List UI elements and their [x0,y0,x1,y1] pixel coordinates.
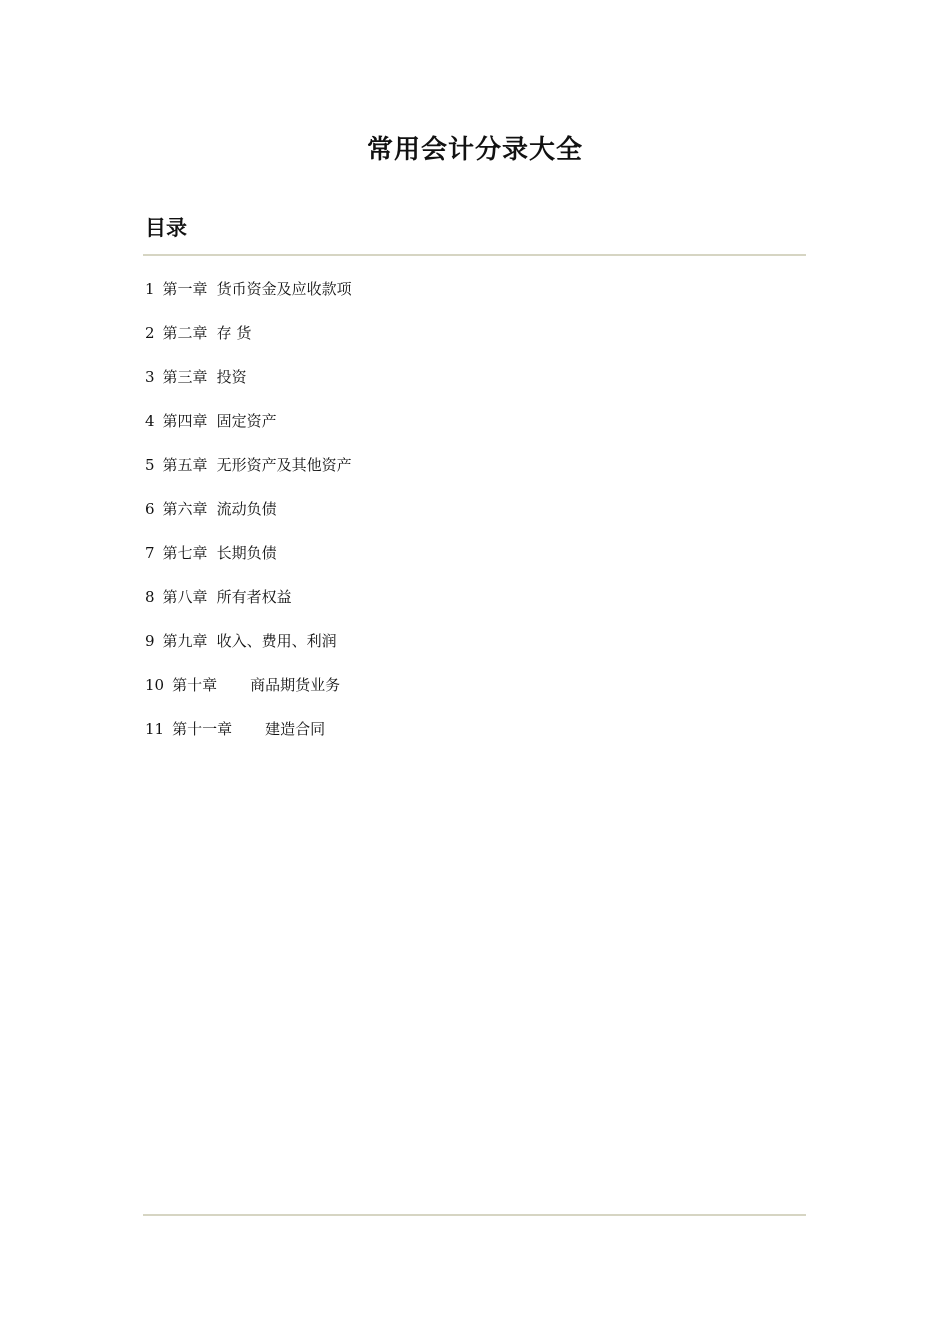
toc-item-number: 10 [145,676,165,694]
toc-item-title: 收入、费用、利润 [216,632,337,650]
toc-item-number: 8 [145,588,155,606]
toc-item[interactable] [145,454,352,498]
toc-item-number: 4 [145,412,155,430]
toc-item-title: 货币资金及应收款项 [216,280,352,298]
toc-item-title: 投资 [216,368,247,386]
toc-item-title: 固定资产 [216,412,277,430]
toc-item-chapter: 第八章 [162,588,208,606]
toc-item-chapter: 第三章 [162,368,208,386]
toc-item-title: 无形资产及其他资产 [216,456,352,474]
toc-item[interactable] [145,586,352,630]
toc-item[interactable] [145,410,352,454]
toc-item[interactable] [145,498,352,542]
toc-item-title: 商品期货业务 [250,676,341,694]
toc-item-number: 5 [145,456,155,474]
toc-list [145,278,352,762]
toc-item-title: 流动负债 [216,500,277,518]
toc-item[interactable] [145,718,352,762]
toc-item-number: 9 [145,632,155,650]
toc-item[interactable] [145,322,352,366]
toc-item-chapter: 第十章 [172,676,218,694]
toc-item[interactable] [145,630,352,674]
toc-item-title: 建造合同 [265,720,326,738]
toc-item-chapter: 第五章 [162,456,208,474]
toc-item-title: 长期负债 [216,544,277,562]
toc-item-chapter: 第十一章 [172,720,233,738]
toc-item-chapter: 第一章 [162,280,208,298]
toc-item-number: 2 [145,324,155,342]
toc-item-number: 3 [145,368,155,386]
toc-item-chapter: 第七章 [162,544,208,562]
toc-item-chapter: 第四章 [162,412,208,430]
toc-item-number: 11 [145,720,165,738]
toc-item-number: 7 [145,544,155,562]
page-title: 常用会计分录大全 [366,135,583,165]
toc-item-number: 1 [145,280,155,298]
toc-item[interactable] [145,278,352,322]
toc-item[interactable] [145,366,352,410]
toc-heading: 目录 [145,216,187,240]
footer-divider [143,1214,806,1216]
toc-item-title: 所有者权益 [216,588,292,606]
toc-item[interactable] [145,542,352,586]
toc-item-chapter: 第二章 [162,324,208,342]
toc-item[interactable] [145,674,352,718]
toc-item-number: 6 [145,500,155,518]
header-divider [143,254,806,256]
toc-item-chapter: 第六章 [162,500,208,518]
toc-item-title: 存 货 [216,324,252,342]
toc-item-chapter: 第九章 [162,632,208,650]
